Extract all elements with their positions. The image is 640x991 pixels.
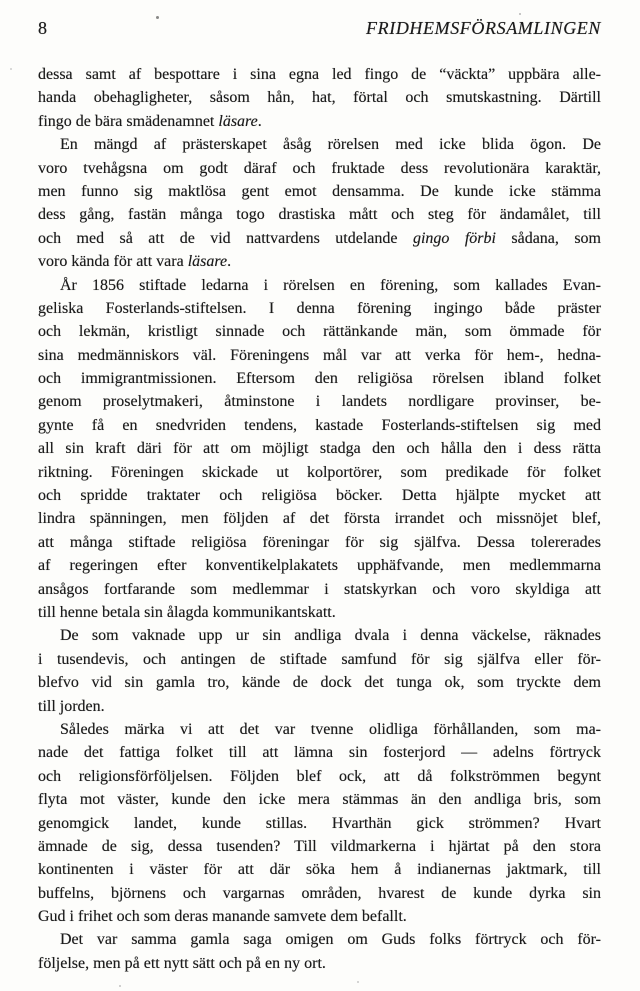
text-line: följelse, men på ett nytt sätt och på en ny ort. [38,954,326,972]
text-line: geliska Fosterlands-stiftelsen. I denna förening ingingo både präster [38,299,601,317]
text-line: flyta mot väster, kunde den icke mera stämmas än den andliga bris, som [38,791,601,809]
text-line: riktning. Föreningen skickade ut kolportörer, som predikade för folket [38,463,601,481]
paragraph [38,928,601,975]
text-line: och med så att de vid nattvardens utdelande gingo förbi sådana, som [38,229,602,247]
text-line: till henne betala sin ålagda kommunikantskatt. [38,603,336,621]
text-line: voro kända för att vara läsare. [38,253,232,271]
page-header [0,0,640,39]
paragraph [38,718,601,929]
text-line: dessa samt af bespottare i sina egna led fingo de “väckta” uppbära alle- [38,66,601,83]
text-line: till jorden. [38,697,105,715]
paragraph [38,274,601,625]
text-line: De som vaknade upp ur sin andliga dvala i denna väckelse, räknades [60,627,601,645]
text-line: att många stiftade religiösa föreningar för sig själfva. Dessa tolererades [38,533,601,551]
paragraph [38,63,601,133]
text-line: lindra spänningen, men följden af det första irrandet och missnöjet blef, [38,510,601,528]
text-line: och lekmän, kristligt sinnade och rättänkande män, som ömmade för [38,323,601,341]
scan-speck [357,981,359,983]
scan-speck [10,68,12,70]
text-line: och immigrantmissionen. Eftersom den religiösa rörelsen ibland folket [38,370,601,388]
running-title: FRIDHEMSFÖRSAMLINGEN [366,18,601,38]
text-line: all sin kraft däri för att om möjligt stadga den och hålla den i dess rätta [38,440,601,458]
text-line: buffelns, björnens och vargarnas områden, hvarest de kunde dyrka sin [38,884,601,902]
text-line: Det var samma gamla saga omigen om Guds folks förtryck och för- [60,931,601,949]
scan-speck [119,985,121,987]
page-body [0,39,640,975]
text-line: En mängd af prästerskapet åsåg rörelsen med icke blida ögon. De [60,136,601,154]
text-line: handa obehagligheter, såsom hån, hat, förtal och smutskastning. Därtill [38,89,601,107]
text-line: ämnade de sig, dessa tusenden? Till vildmarkerna i hjärtat på den stora [38,837,601,855]
paragraph [38,624,601,718]
text-line: och spridde traktater och religiösa böcker. Detta hjälpte mycket att [38,487,601,505]
text-line: kontinenten i väster för att där söka hem å indianernas jaktmark, till [38,861,601,879]
scan-speck [156,16,159,19]
paragraph [38,133,601,273]
scan-speck [519,13,521,15]
text-line: sina medmänniskors väl. Föreningens mål var att verka för hem-, hedna- [38,346,601,364]
text-line: genomgick landet, kunde stillas. Hvarthän gick strömmen? Hvart [38,814,601,832]
text-line: men funno sig maktlösa gent emot densamma. De kunde icke stämma [38,182,601,200]
text-line: genom proselytmakeri, åtminstone i landets nordligare provinser, be- [38,393,601,411]
text-line: fingo de bära smädenamnet läsare. [38,112,262,130]
text-line: voro tvehågsna om godt däraf och fruktade dess revolutionära karaktär, [38,159,601,177]
text-line: Gud i frihet och som deras manande samvete dem befallt. [38,908,407,926]
text-line: ansågos fortfarande som medlemmar i statskyrkan och voro skyldiga att [38,580,601,598]
page-number: 8 [38,18,47,38]
text-line: i tusendevis, och antingen de stiftade samfund för sig själfva eller för- [38,650,601,668]
text-line: gynte få en snedvriden tendens, kastade Fosterlands-stiftelsen sig med [38,416,601,434]
text-line: af regeringen efter konventikelplakatets upphäfvande, men medlemmarna [38,557,601,575]
text-line: och religionsförföljelsen. Följden blef ock, att då folkströmmen begynt [38,767,601,785]
text-line: blefvo vid sin gamla tro, kände de dock det tunga ok, som tryckte dem [38,674,601,692]
text-line: nade det fattiga folket till att lämna sin fosterjord — adelns förtryck [38,744,601,762]
text-line: dess gång, fastän många togo drastiska mått och steg för ändamålet, till [38,206,601,224]
text-line: Således märka vi att det var tvenne olidliga förhållanden, som ma- [60,720,601,738]
text-line: År 1856 stiftade ledarna i rörelsen en förening, som kallades Evan- [60,276,601,294]
